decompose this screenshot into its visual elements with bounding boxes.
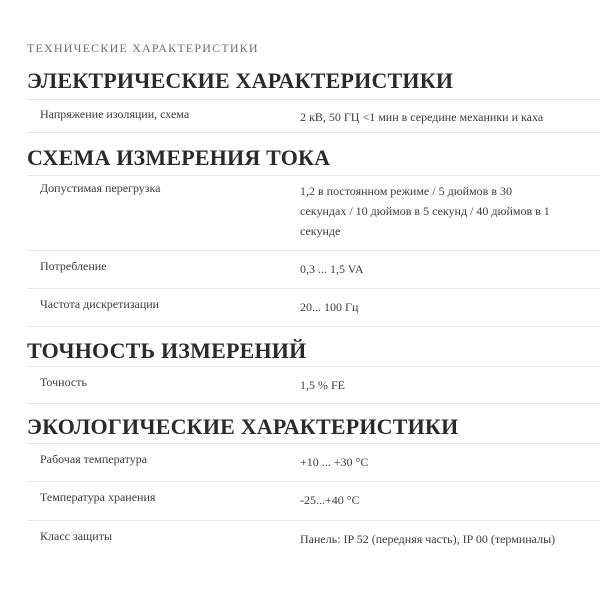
divider bbox=[27, 366, 600, 367]
divider bbox=[27, 132, 600, 133]
spec-label: Допустимая перегрузка bbox=[40, 181, 161, 195]
divider bbox=[27, 520, 600, 521]
divider bbox=[27, 99, 600, 100]
divider bbox=[27, 288, 600, 289]
divider bbox=[27, 250, 600, 251]
spec-value: Панель: IP 52 (передняя часть), IP 00 (терминалы) bbox=[300, 532, 556, 546]
divider bbox=[27, 403, 600, 404]
divider bbox=[27, 481, 600, 482]
spec-value: -25...+40 °C bbox=[300, 493, 360, 507]
spec-value: 20... 100 Гц bbox=[300, 300, 359, 314]
divider bbox=[27, 443, 600, 444]
spec-value: 2 кВ, 50 ГЦ <1 мин в середине механики и каха bbox=[300, 110, 544, 124]
spec-value: 1,5 % FE bbox=[300, 378, 345, 392]
spec-value: +10 ... +30 °C bbox=[300, 455, 369, 469]
spec-label: Рабочая температура bbox=[40, 452, 148, 466]
spec-label: Класс защиты bbox=[40, 529, 113, 543]
spec-label: Точность bbox=[40, 375, 87, 389]
section-title: ЭЛЕКТРИЧЕСКИЕ ХАРАКТЕРИСТИКИ bbox=[27, 68, 454, 93]
section-title: СХЕМА ИЗМЕРЕНИЯ ТОКА bbox=[27, 145, 331, 170]
spec-label: Частота дискретизации bbox=[40, 297, 160, 311]
spec-label: Потребление bbox=[40, 259, 107, 273]
divider bbox=[27, 175, 600, 176]
section-title: ЭКОЛОГИЧЕСКИЕ ХАРАКТЕРИСТИКИ bbox=[27, 414, 459, 439]
spec-value: 1,2 в постоянном режиме / 5 дюймов в 30 секундах / 10 дюймов в 5 секунд / 40 дюймов в 1 секунде bbox=[300, 184, 550, 238]
page-eyebrow: ТЕХНИЧЕСКИЕ ХАРАКТЕРИСТИКИ bbox=[27, 41, 259, 55]
section-title: ТОЧНОСТЬ ИЗМЕРЕНИЙ bbox=[27, 338, 307, 363]
spec-label: Температура хранения bbox=[40, 490, 156, 504]
divider bbox=[27, 326, 600, 327]
spec-label: Напряжение изоляции, схема bbox=[40, 107, 190, 121]
spec-value: 0,3 ... 1,5 VA bbox=[300, 262, 364, 276]
